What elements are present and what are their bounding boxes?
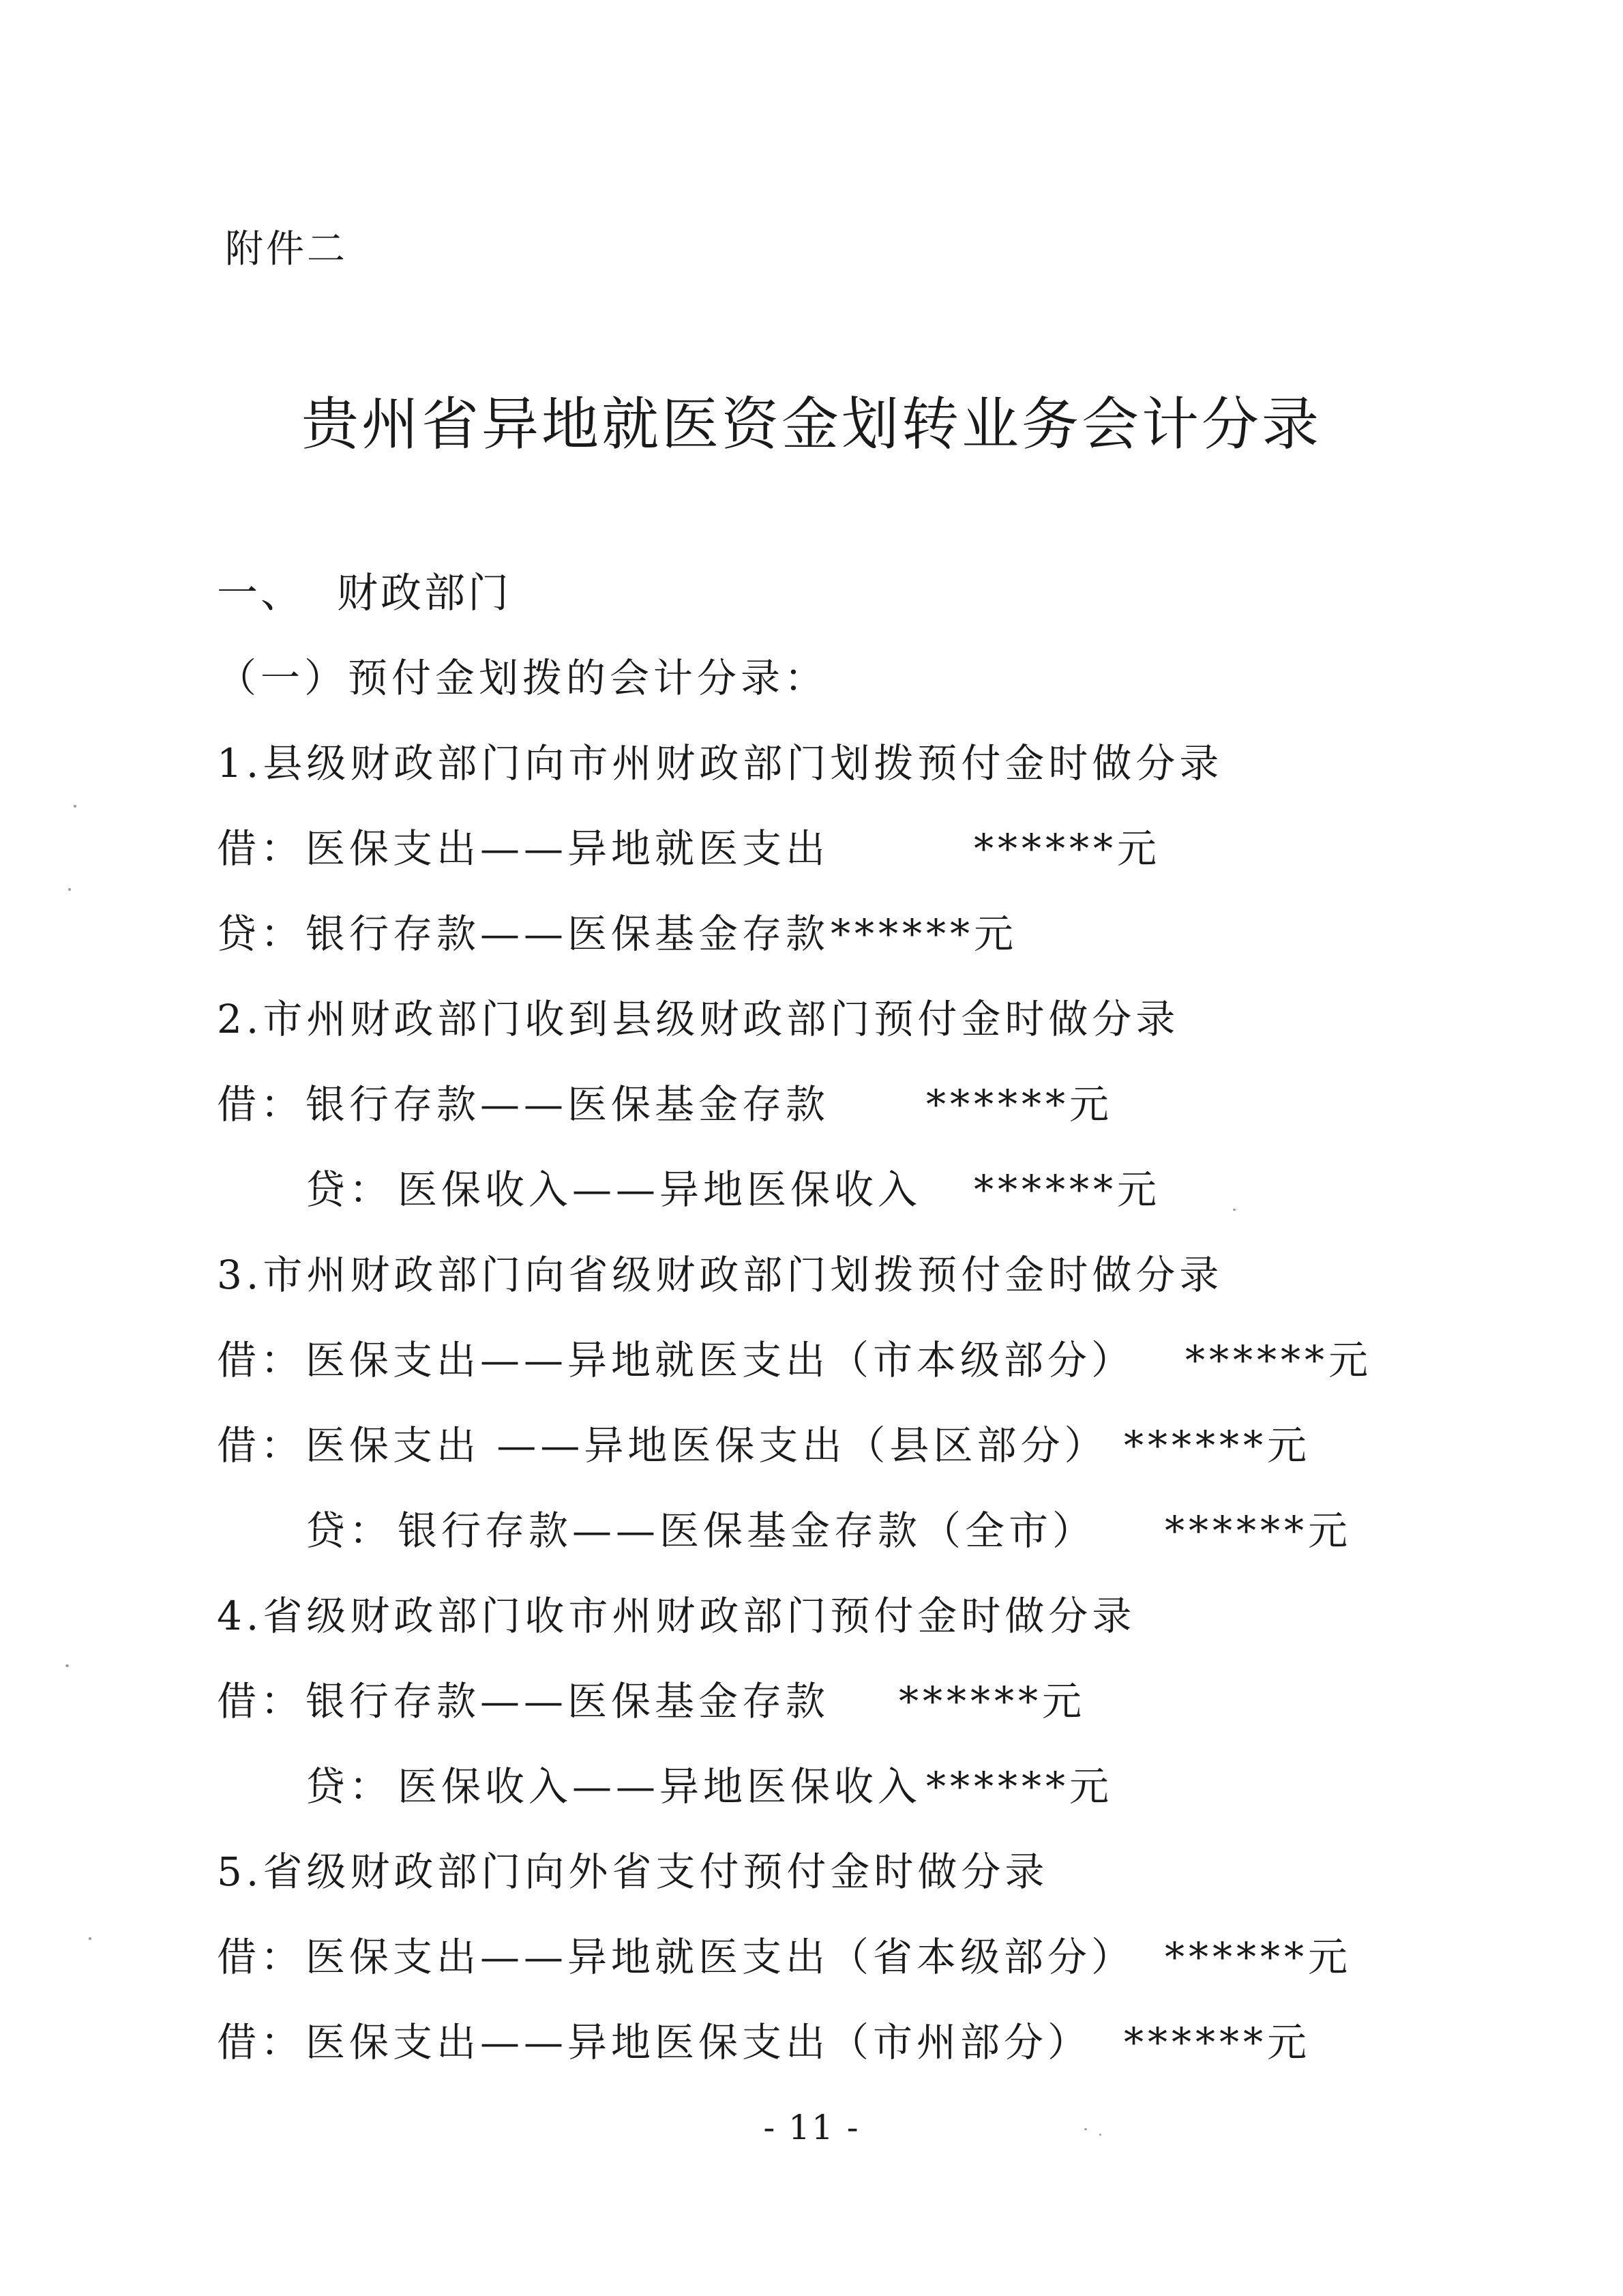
scan-speck <box>1233 1209 1236 1211</box>
entry-prefix: 贷： <box>306 1763 393 1810</box>
entry-prefix: 借： <box>217 1934 305 1980</box>
entry-heading-1: 1.县级财政部门向市州财政部门划拨预付金时做分录 <box>217 740 1223 786</box>
entry-prefix: 借： <box>217 1678 305 1724</box>
entry-account: 医保支出——异地就医支出（省本级部分） <box>306 1934 1135 1980</box>
entry-prefix: 贷： <box>217 911 305 957</box>
entry-amount: ******元 <box>1165 1507 1352 1554</box>
entry-heading-4: 4.省级财政部门收市州财政部门预付金时做分录 <box>217 1593 1136 1639</box>
section-number: 一、 <box>217 570 304 617</box>
attachment-label: 附件二 <box>225 227 348 271</box>
entry-account: 医保支出——异地医保支出（市州部分） <box>306 2019 1092 2065</box>
entry-amount: ******元 <box>1124 1422 1311 1469</box>
entry-prefix: 借： <box>217 825 305 872</box>
entry-amount: ******元 <box>831 911 1018 957</box>
subsection-heading: （一）预付金划拨的会计分录： <box>217 655 829 701</box>
entry-amount: ******元 <box>1165 1934 1352 1980</box>
scan-speck <box>74 805 76 808</box>
entry-amount: ******元 <box>974 825 1161 872</box>
entry-prefix: 贷： <box>306 1507 393 1554</box>
entry-amount: ******元 <box>899 1678 1086 1724</box>
scan-speck <box>65 1664 69 1667</box>
entry-amount: ******元 <box>926 1081 1114 1128</box>
entry-prefix: 借： <box>217 1081 305 1128</box>
scan-speck <box>68 888 71 891</box>
entry-amount: ******元 <box>1185 1337 1373 1383</box>
entry-account: 医保收入——异地医保收入 <box>398 1166 922 1213</box>
entry-account: 医保收入——异地医保收入 <box>398 1763 922 1810</box>
document-title: 贵州省异地就医资金划转业务会计分录 <box>301 391 1322 458</box>
scan-speck <box>1099 2134 1101 2136</box>
entry-account: 银行存款——医保基金存款 <box>306 911 830 957</box>
entry-account: 医保支出 ——异地医保支出（县区部分） <box>306 1422 1108 1469</box>
entry-account: 医保支出——异地就医支出 <box>306 825 830 872</box>
scan-speck <box>1084 2128 1087 2130</box>
entry-heading-2: 2.市州财政部门收到县级财政部门预付金时做分录 <box>217 996 1180 1042</box>
entry-prefix: 贷： <box>306 1166 393 1213</box>
section-label: 财政部门 <box>337 570 511 617</box>
entry-account: 银行存款——医保基金存款（全市） <box>398 1507 1097 1554</box>
entry-prefix: 借： <box>217 1337 305 1383</box>
entry-account: 银行存款——医保基金存款 <box>306 1081 830 1128</box>
entry-prefix: 借： <box>217 2019 305 2065</box>
entry-prefix: 借： <box>217 1422 305 1469</box>
entry-heading-5: 5.省级财政部门向外省支付预付金时做分录 <box>217 1849 1049 1895</box>
entry-amount: ******元 <box>1124 2019 1311 2065</box>
entry-account: 银行存款——医保基金存款 <box>306 1678 830 1724</box>
entry-amount: ******元 <box>926 1763 1114 1810</box>
entry-account: 医保支出——异地就医支出（市本级部分） <box>306 1337 1135 1383</box>
scan-speck <box>89 1937 91 1940</box>
entry-amount: ******元 <box>974 1166 1161 1213</box>
page-number: - 11 - <box>763 2108 860 2147</box>
entry-heading-3: 3.市州财政部门向省级财政部门划拨预付金时做分录 <box>217 1252 1223 1298</box>
